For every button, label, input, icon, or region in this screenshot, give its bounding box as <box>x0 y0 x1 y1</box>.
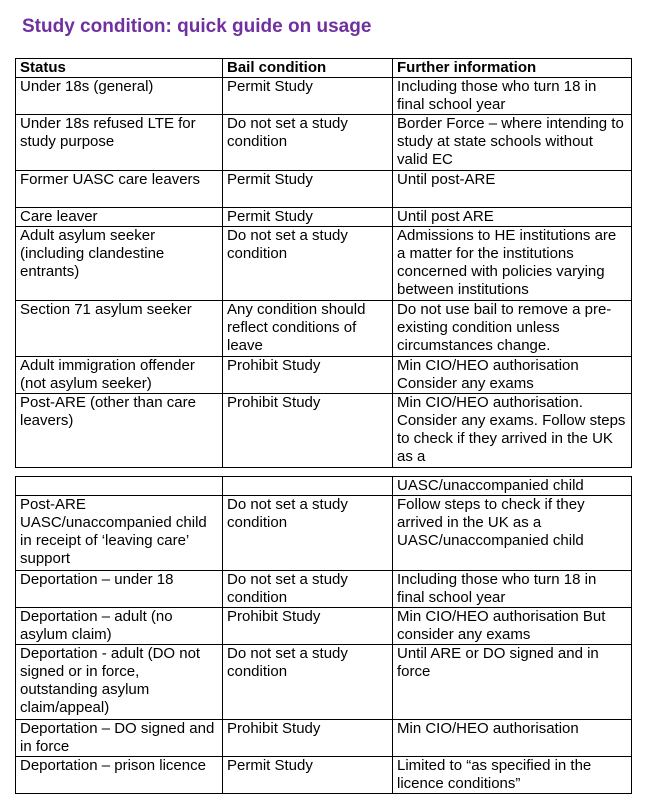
bail-condition-cell: Do not set a study condition <box>223 571 393 608</box>
bail-condition-cell <box>223 477 393 496</box>
status-cell: Care leaver <box>16 208 223 227</box>
status-cell: Under 18s (general) <box>16 78 223 115</box>
bail-condition-cell: Permit Study <box>223 208 393 227</box>
further-information-cell: Min CIO/HEO authorisation Consider any exams <box>393 357 632 394</box>
further-information-cell: UASC/unaccompanied child <box>393 477 632 496</box>
column-header-bail-condition: Bail condition <box>223 59 393 78</box>
status-cell: Deportation – under 18 <box>16 571 223 608</box>
status-cell: Post-ARE (other than care leavers) <box>16 394 223 468</box>
status-cell: Adult immigration offender (not asylum seeker) <box>16 357 223 394</box>
status-cell: Deportation – DO signed and in force <box>16 720 223 757</box>
table-row <box>16 115 632 171</box>
further-information-cell: Until ARE or DO signed and in force <box>393 645 632 720</box>
table-row <box>16 208 632 227</box>
further-information-cell: Including those who turn 18 in final school year <box>393 571 632 608</box>
column-header-further-information: Further information <box>393 59 632 78</box>
further-information-cell: Until post-ARE <box>393 171 632 208</box>
study-condition-table <box>15 58 632 468</box>
status-cell: Post-ARE UASC/unaccompanied child in receipt of ‘leaving care’ support <box>16 496 223 571</box>
table-row <box>16 720 632 757</box>
further-information-cell: Follow steps to check if they arrived in the UK as a UASC/unaccompanied child <box>393 496 632 571</box>
further-information-cell: Until post ARE <box>393 208 632 227</box>
further-information-cell: Including those who turn 18 in final school year <box>393 78 632 115</box>
further-information-cell: Limited to “as specified in the licence conditions” <box>393 757 632 794</box>
status-cell: Former UASC care leavers <box>16 171 223 208</box>
bail-condition-cell: Prohibit Study <box>223 394 393 468</box>
table-row <box>16 608 632 645</box>
bail-condition-cell: Do not set a study condition <box>223 645 393 720</box>
further-information-cell: Min CIO/HEO authorisation <box>393 720 632 757</box>
further-information-cell: Min CIO/HEO authorisation. Consider any exams. Follow steps to check if they arrived in the UK as a <box>393 394 632 468</box>
table-row <box>16 645 632 720</box>
table-row <box>16 394 632 468</box>
table-row <box>16 477 632 496</box>
bail-condition-cell: Prohibit Study <box>223 608 393 645</box>
page-title: Study condition: quick guide on usage <box>22 16 372 37</box>
table-row <box>16 757 632 794</box>
bail-condition-cell: Do not set a study condition <box>223 115 393 171</box>
bail-condition-cell: Do not set a study condition <box>223 496 393 571</box>
table-row <box>16 227 632 301</box>
study-condition-table-continued <box>15 476 632 794</box>
bail-condition-cell: Permit Study <box>223 78 393 115</box>
status-cell <box>16 477 223 496</box>
table-header-row <box>16 59 632 78</box>
status-cell: Section 71 asylum seeker <box>16 301 223 357</box>
table-row <box>16 78 632 115</box>
table-row <box>16 301 632 357</box>
bail-condition-cell: Permit Study <box>223 171 393 208</box>
status-cell: Under 18s refused LTE for study purpose <box>16 115 223 171</box>
bail-condition-cell: Prohibit Study <box>223 720 393 757</box>
status-cell: Deportation - adult (DO not signed or in force, outstanding asylum claim/appeal) <box>16 645 223 720</box>
table-row <box>16 171 632 208</box>
status-cell: Adult asylum seeker (including clandestine entrants) <box>16 227 223 301</box>
table-row <box>16 571 632 608</box>
status-cell: Deportation – prison licence <box>16 757 223 794</box>
table-row <box>16 357 632 394</box>
further-information-cell: Min CIO/HEO authorisation But consider any exams <box>393 608 632 645</box>
column-header-status: Status <box>16 59 223 78</box>
further-information-cell: Border Force – where intending to study at state schools without valid EC <box>393 115 632 171</box>
bail-condition-cell: Do not set a study condition <box>223 227 393 301</box>
bail-condition-cell: Prohibit Study <box>223 357 393 394</box>
table-row <box>16 496 632 571</box>
bail-condition-cell: Any condition should reflect conditions of leave <box>223 301 393 357</box>
further-information-cell: Do not use bail to remove a pre-existing condition unless circumstances change. <box>393 301 632 357</box>
further-information-cell: Admissions to HE institutions are a matter for the institutions concerned with policies varying between institutions <box>393 227 632 301</box>
bail-condition-cell: Permit Study <box>223 757 393 794</box>
status-cell: Deportation – adult (no asylum claim) <box>16 608 223 645</box>
